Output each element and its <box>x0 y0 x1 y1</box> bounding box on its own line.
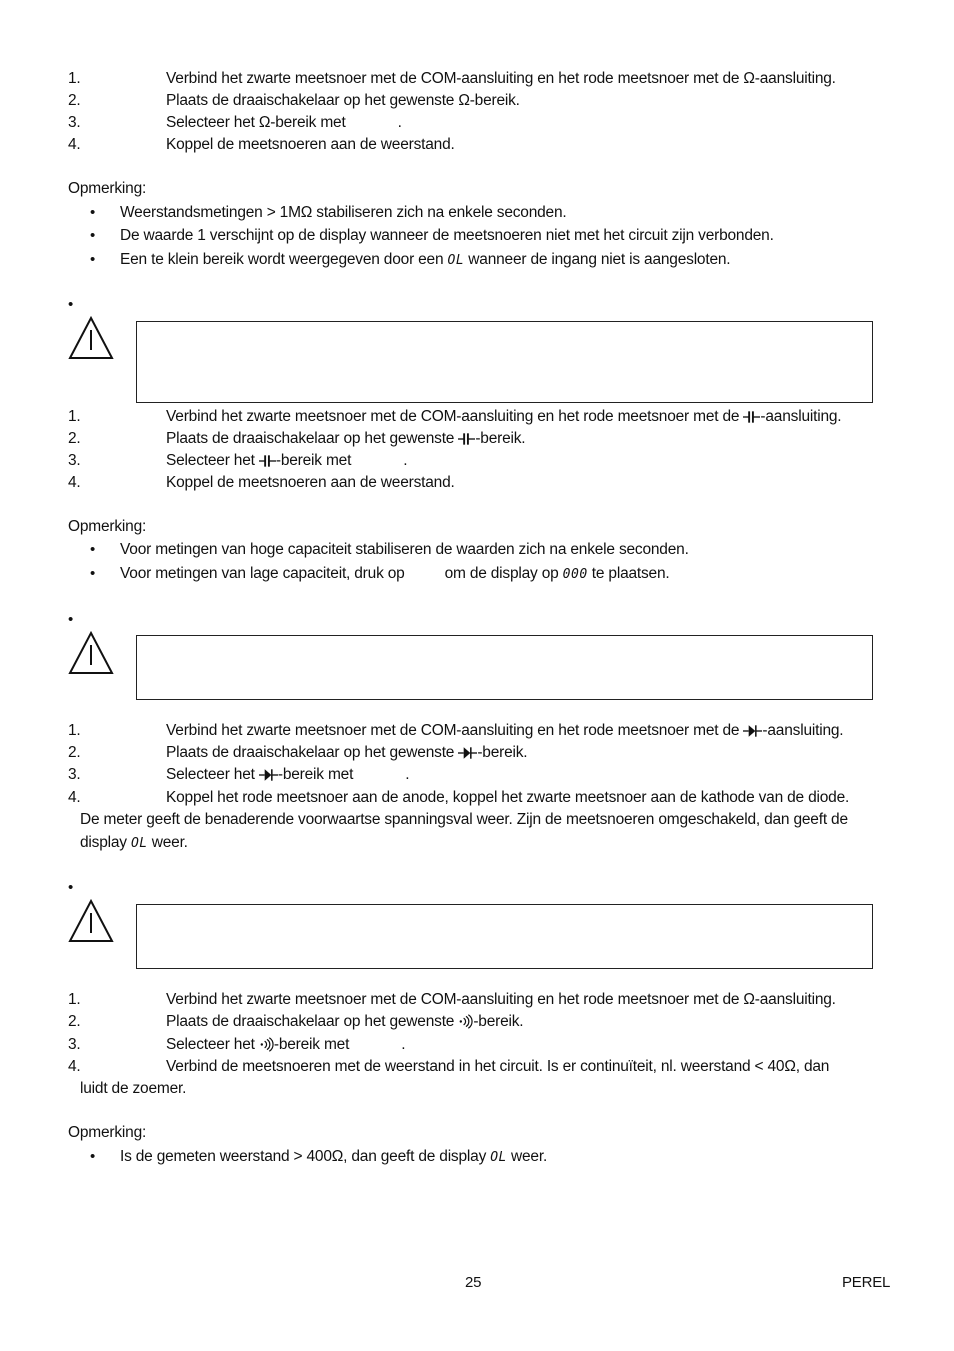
step-text-mid: -bereik met <box>277 766 354 783</box>
note-text: weer. <box>511 1148 548 1165</box>
display-readout: OL <box>130 836 148 851</box>
step-number: 1. <box>68 70 81 87</box>
step-number: 1. <box>68 722 81 739</box>
bullet-icon: • <box>90 541 96 558</box>
step-text <box>166 742 527 764</box>
note-text: wanneer de ingang niet is aangesloten. <box>468 251 731 268</box>
buzzer-icon <box>458 1014 473 1029</box>
warning-icon <box>68 316 114 360</box>
step-text <box>166 406 841 428</box>
step-number: 1. <box>68 408 81 425</box>
step-text <box>166 1034 405 1056</box>
bullet-icon: • <box>90 251 96 268</box>
note-item: Voor metingen van hoge capaciteit stabiliseren de waarden zich na enkele seconden. <box>120 541 689 558</box>
step-number: 4. <box>68 474 81 491</box>
warning-icon <box>68 899 114 943</box>
step-text: Koppel het rode meetsnoer aan de anode, koppel het zwarte meetsnoer aan de kathode van de diode. <box>166 789 850 806</box>
step-number: 2. <box>68 430 81 447</box>
warning-box <box>136 904 873 969</box>
section-bullet: • <box>68 611 74 628</box>
note-text: Een te klein bereik wordt weergegeven door een <box>120 251 444 268</box>
diode-icon <box>743 724 762 738</box>
note-text: om de display op <box>444 565 559 582</box>
step-continuation: luidt de zoemer. <box>80 1080 187 1097</box>
step-text-mid: -bereik met <box>273 1036 350 1053</box>
step-text: Koppel de meetsnoeren aan de weerstand. <box>166 474 455 491</box>
step-number: 3. <box>68 452 81 469</box>
brand-name: PEREL <box>842 1274 891 1291</box>
step-text-post: . <box>403 452 408 469</box>
step-text: Koppel de meetsnoeren aan de weerstand. <box>166 136 455 153</box>
step-text: display <box>80 834 127 851</box>
step-text-post: . <box>401 1036 406 1053</box>
note-text: Voor metingen van lage capaciteit, druk op <box>120 565 405 582</box>
step-text: Plaats de draaischakelaar op het gewenste Ω-bereik. <box>166 92 520 109</box>
display-readout: 000 <box>562 567 588 582</box>
bullet-icon: • <box>90 565 96 582</box>
capacitor-icon <box>259 454 276 468</box>
note-item <box>120 563 670 586</box>
step-text-post: -bereik. <box>477 744 528 761</box>
step-text <box>166 450 407 472</box>
step-number: 3. <box>68 114 81 131</box>
step-text <box>166 720 843 742</box>
step-number: 3. <box>68 766 81 783</box>
step-text-pre: Verbind het zwarte meetsnoer met de COM-aansluiting en het rode meetsnoer met de <box>166 408 740 425</box>
note-label: Opmerking: <box>68 518 147 535</box>
step-text-mid: -bereik met <box>275 452 352 469</box>
section-bullet: • <box>68 879 74 896</box>
note-label: Opmerking: <box>68 1124 147 1141</box>
capacitor-icon <box>458 432 475 446</box>
capacitor-icon <box>743 410 760 424</box>
page-number: 25 <box>465 1274 482 1291</box>
step-text-post: -bereik. <box>473 1013 524 1030</box>
step-text <box>166 1011 523 1033</box>
buzzer-icon <box>259 1037 274 1052</box>
step-number: 4. <box>68 789 81 806</box>
diode-icon <box>458 746 477 760</box>
step-text-post: . <box>397 114 402 131</box>
bullet-icon: • <box>90 1148 96 1165</box>
step-number: 4. <box>68 1058 81 1075</box>
step-text: Verbind het zwarte meetsnoer met de COM-aansluiting en het rode meetsnoer met de Ω-aansluiting. <box>166 70 836 87</box>
step-text-post: . <box>405 766 410 783</box>
step-text <box>166 764 409 786</box>
step-number: 2. <box>68 1013 81 1030</box>
bullet-icon: • <box>90 204 96 221</box>
warning-box <box>136 321 873 403</box>
step-number: 2. <box>68 92 81 109</box>
display-readout: OL <box>490 1150 507 1165</box>
step-text: Verbind het zwarte meetsnoer met de COM-aansluiting en het rode meetsnoer met de Ω-aansluiting. <box>166 991 836 1008</box>
note-text: te plaatsen. <box>591 565 670 582</box>
step-text-pre: Selecteer het <box>166 766 255 783</box>
step-text: weer. <box>151 834 188 851</box>
step-number: 2. <box>68 744 81 761</box>
display-readout: OL <box>447 253 465 268</box>
step-continuation: De meter geeft de benaderende voorwaartse spanningsval weer. Zijn de meetsnoeren omgeschakeld, dan geeft de <box>80 811 848 828</box>
step-number: 1. <box>68 991 81 1008</box>
warning-icon <box>68 631 114 675</box>
bullet-icon: • <box>90 227 96 244</box>
note-label: Opmerking: <box>68 180 147 197</box>
warning-box <box>136 635 873 700</box>
note-item <box>120 249 730 272</box>
step-text-post: -aansluiting. <box>762 722 844 739</box>
step-text-pre: Plaats de draaischakelaar op het gewenste <box>166 744 455 761</box>
step-text-pre: Selecteer het Ω-bereik met <box>166 114 346 131</box>
step-continuation <box>80 832 188 855</box>
step-text-pre: Selecteer het <box>166 452 255 469</box>
step-text-post: -bereik. <box>475 430 526 447</box>
step-text-post: -aansluiting. <box>760 408 842 425</box>
note-item: De waarde 1 verschijnt op de display wanneer de meetsnoeren niet met het circuit zijn verbonden. <box>120 227 774 244</box>
step-number: 3. <box>68 1036 81 1053</box>
step-text-pre: Plaats de draaischakelaar op het gewenste <box>166 430 455 447</box>
step-text-pre: Selecteer het <box>166 1036 255 1053</box>
note-item: Weerstandsmetingen > 1MΩ stabiliseren zich na enkele seconden. <box>120 204 567 221</box>
step-text <box>166 428 525 450</box>
step-text-pre: Plaats de draaischakelaar op het gewenste <box>166 1013 455 1030</box>
step-text: Verbind de meetsnoeren met de weerstand in het circuit. Is er continuïteit, nl. weerstand < 40Ω, dan <box>166 1058 830 1075</box>
step-text <box>166 112 402 134</box>
note-item <box>120 1146 547 1169</box>
note-text: Is de gemeten weerstand > 400Ω, dan geeft de display <box>120 1148 487 1165</box>
step-number: 4. <box>68 136 81 153</box>
diode-icon <box>259 768 278 782</box>
section-bullet: • <box>68 296 74 313</box>
step-text-pre: Verbind het zwarte meetsnoer met de COM-aansluiting en het rode meetsnoer met de <box>166 722 740 739</box>
